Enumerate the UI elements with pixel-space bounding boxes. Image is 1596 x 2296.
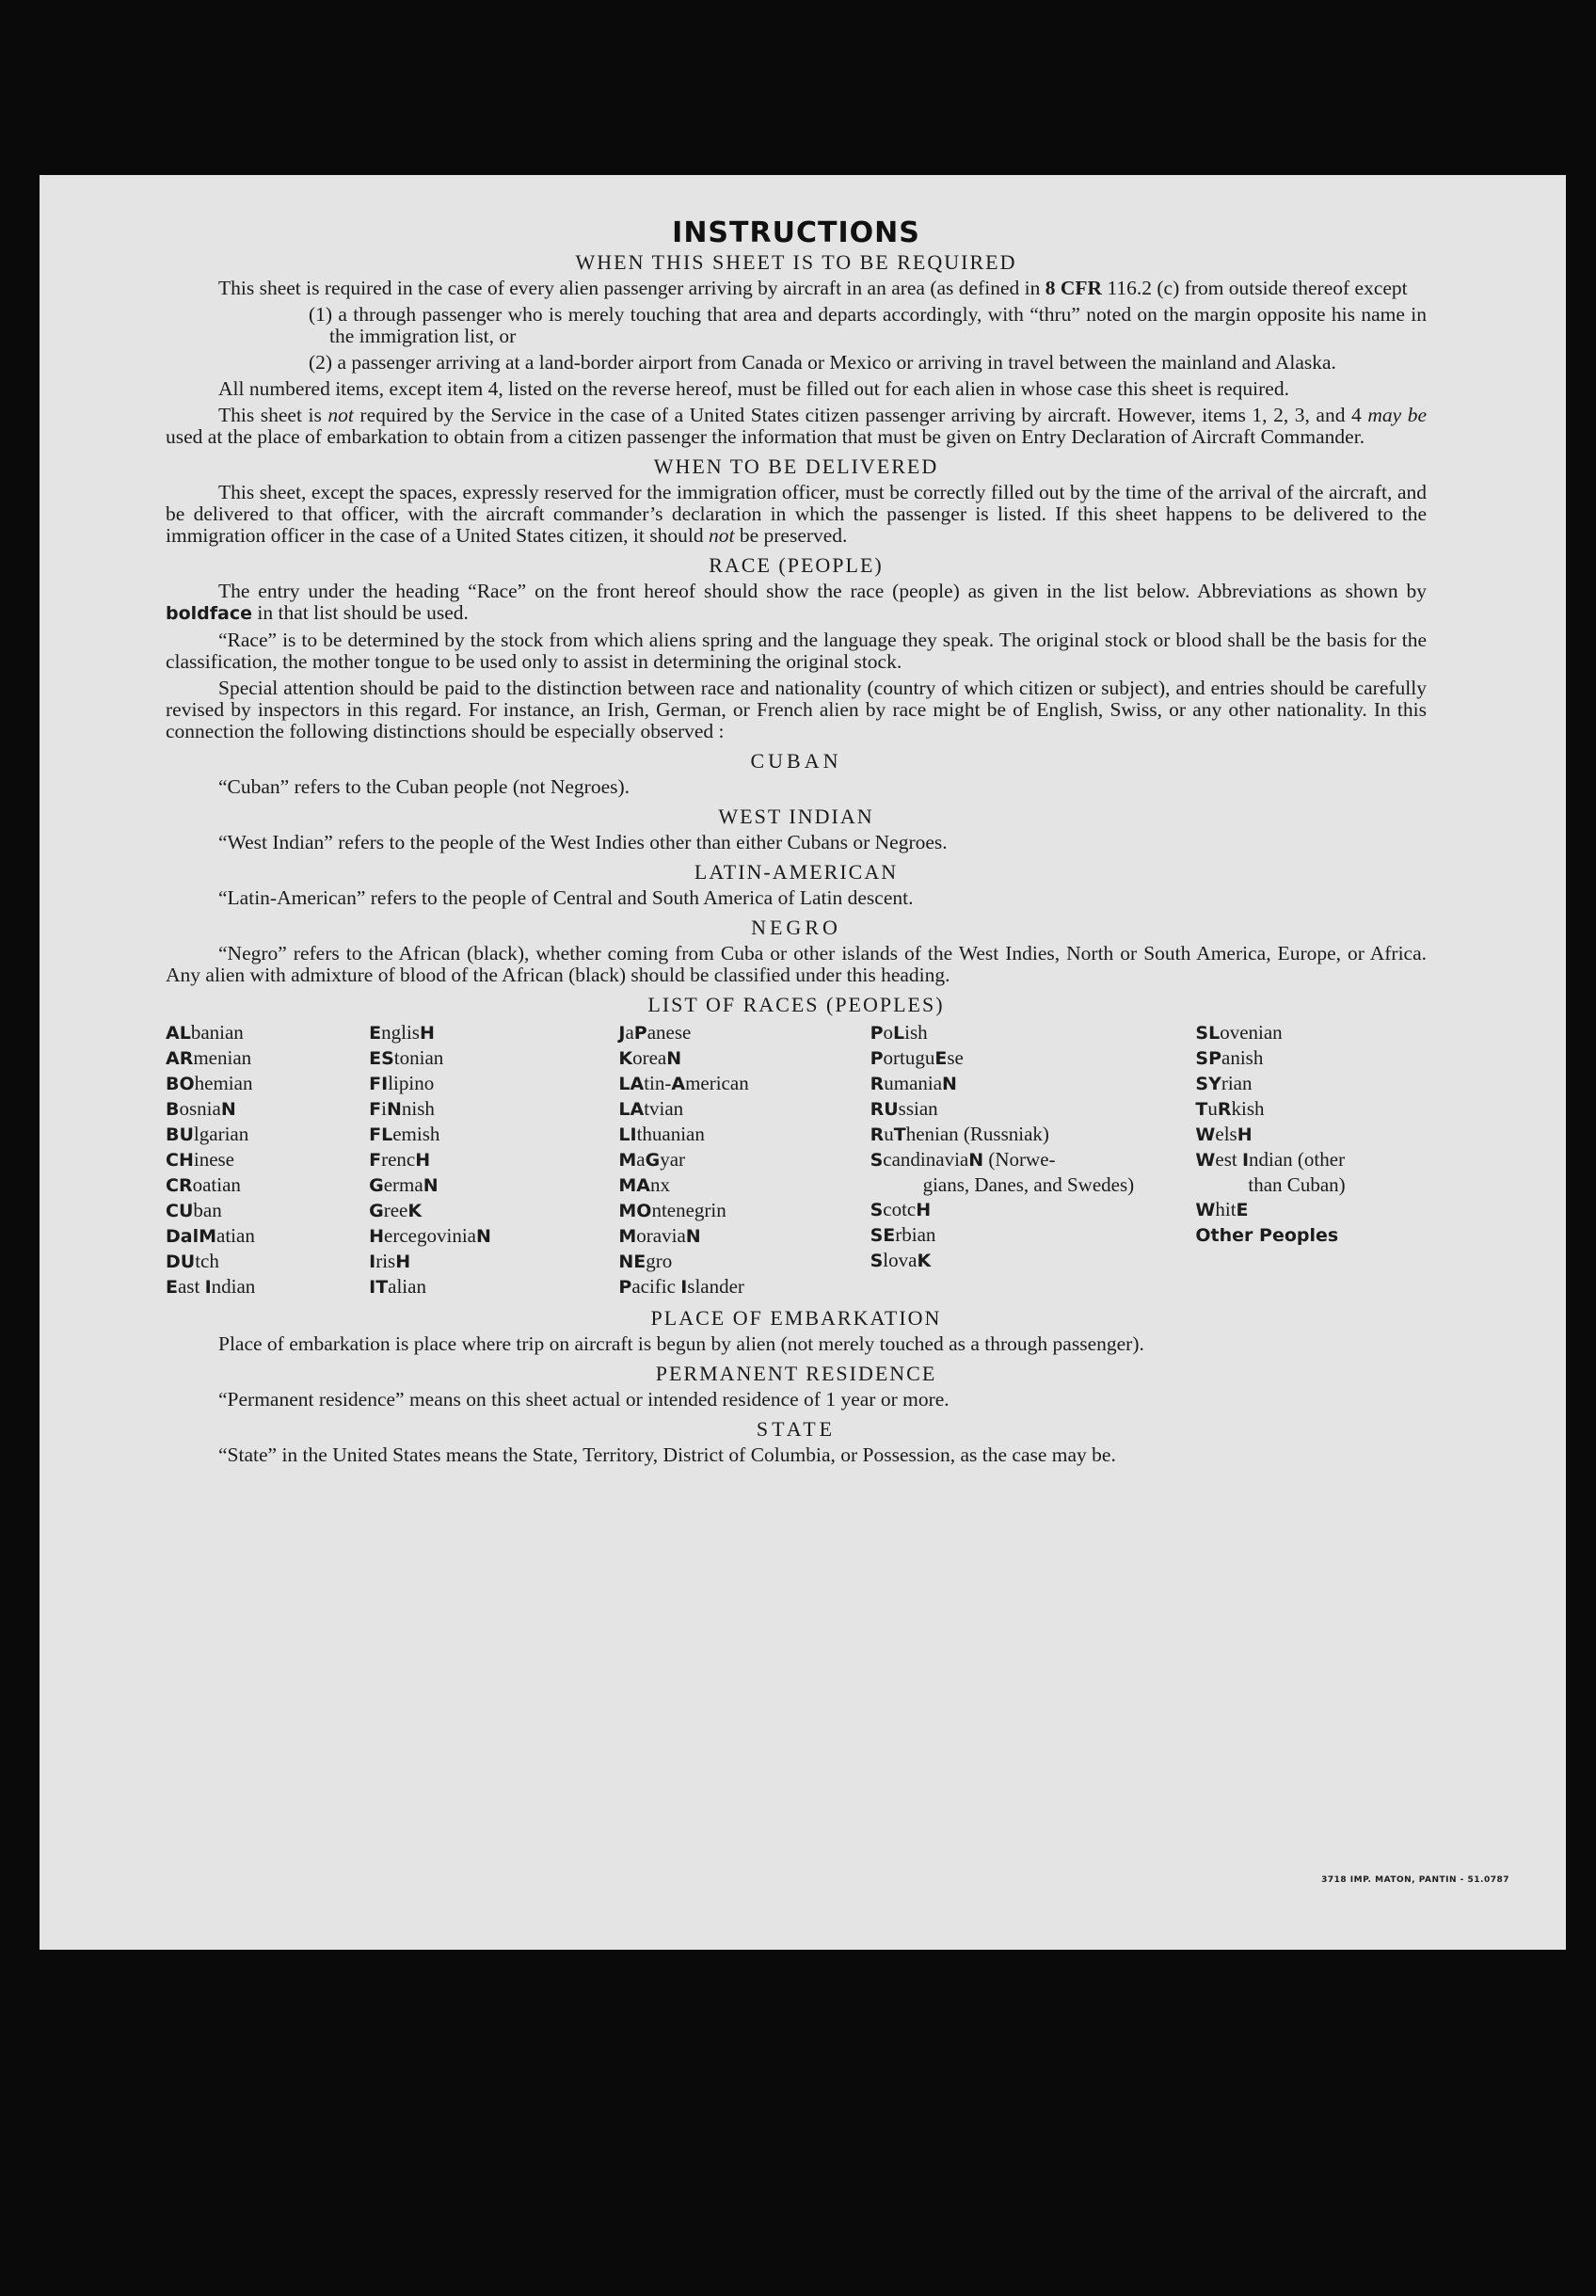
race-entry: MoraviaN [618, 1224, 701, 1247]
heading-cuban: CUBAN [750, 749, 842, 773]
paragraph: Special attention should be paid to the distinction between race and nationality (country of which citizen or subject), and entries should be carefully revised by inspectors in this regard. For instance, an Irish, German, or French alien by race might be of English, Swiss, or any other nationality. In this connection the following distinctions should be especially observed : [166, 677, 1427, 742]
race-entry: RumaniaN [870, 1072, 957, 1094]
race-entry: MaGyar [618, 1148, 686, 1171]
race-entry: CRoatian [166, 1173, 241, 1196]
paragraph: “Permanent residence” means on this sheet actual or intended residence of 1 year or more. [218, 1388, 950, 1411]
race-entry: CUban [166, 1199, 222, 1221]
heading-embarkation: PLACE OF EMBARKATION [650, 1306, 942, 1330]
race-entry: BOhemian [166, 1072, 253, 1094]
race-entry: NEgro [618, 1250, 673, 1272]
race-entry: IrisH [369, 1250, 411, 1272]
race-column-4 [870, 1020, 1196, 1299]
race-entry: CHinese [166, 1148, 235, 1171]
race-column-2 [369, 1020, 618, 1299]
race-entry: TuRkish [1195, 1097, 1265, 1120]
race-entry: SlovaK [870, 1249, 932, 1271]
race-entry: WelsH [1195, 1123, 1253, 1145]
paragraph: Place of embarkation is place where trip on aircraft is begun by alien (not merely touched as a through passenger). [218, 1332, 1144, 1355]
race-entry: SYrian [1195, 1072, 1253, 1094]
heading-latin-american: LATIN-AMERICAN [694, 860, 899, 884]
race-entry: ARmenian [166, 1046, 252, 1069]
paragraph: This sheet is required in the case of every alien passenger arriving by aircraft in an area (as defined in 8 CFR 116.2 (c) from outside thereof except [218, 277, 1408, 299]
exception-item-2: (2) a passenger arriving at a land-border airport from Canada or Mexico or arriving in travel between the mainland and Alaska. [309, 351, 1336, 374]
race-entry: MOntenegrin [618, 1199, 726, 1221]
race-entry: SPanish [1195, 1046, 1264, 1069]
race-entry: Pacific Islander [618, 1275, 744, 1298]
race-entry: SLovenian [1195, 1021, 1283, 1044]
race-entry: EStonian [369, 1046, 444, 1069]
race-entry: GreeK [369, 1199, 423, 1221]
heading-list-of-races: LIST OF RACES (PEOPLES) [647, 993, 945, 1016]
paragraph: “Cuban” refers to the Cuban people (not Negroes). [218, 775, 630, 798]
race-entry: PortuguEse [870, 1046, 964, 1069]
paragraph: “West Indian” refers to the people of the West Indies other than either Cubans or Negroes. [218, 831, 948, 853]
heading-state: STATE [756, 1417, 837, 1441]
paragraph: “State” in the United States means the State, Territory, District of Columbia, or Possession, as the case may be. [218, 1443, 1116, 1466]
race-entry: FLemish [369, 1123, 440, 1145]
heading-required: WHEN THIS SHEET IS TO BE REQUIRED [575, 250, 1017, 274]
race-entry: PoLish [870, 1021, 928, 1044]
race-entry: FiNnish [369, 1097, 435, 1120]
race-entry: FrencH [369, 1148, 431, 1171]
race-entry: HercegoviniaN [369, 1224, 491, 1247]
race-entry: DUtch [166, 1250, 219, 1272]
heading-west-indian: WEST INDIAN [718, 805, 874, 828]
paragraph: This sheet is not required by the Service in the case of a United States citizen passenger arriving by aircraft. However, items 1, 2, 3, and 4 may be used at the place of embarkation to obtain from a citizen passenger the information that must be given on Entry Declaration of Aircraft Commander. [166, 404, 1427, 448]
page-title: INSTRUCTIONS [672, 216, 920, 249]
race-column-5 [1195, 1020, 1427, 1299]
paragraph: All numbered items, except item 4, listed on the reverse hereof, must be filled out for each alien in whose case this sheet is required. [218, 377, 1289, 400]
heading-residence: PERMANENT RESIDENCE [655, 1362, 937, 1385]
paragraph: The entry under the heading “Race” on the front hereof should show the race (people) as given in the list below. Abbreviations as shown by boldface in that list should be used. [166, 580, 1427, 624]
heading-delivered: WHEN TO BE DELIVERED [653, 454, 939, 478]
race-entry: LAtin-American [618, 1072, 749, 1094]
race-entry: BosniaN [166, 1097, 236, 1120]
race-column-1 [166, 1020, 369, 1299]
race-entry: ScotcH [870, 1198, 932, 1220]
race-entry: ScandinaviaN (Norwe- gians, Danes, and Swedes) [870, 1148, 1135, 1196]
race-entry: West Indian (other than Cuban) [1195, 1148, 1346, 1196]
race-column-3 [618, 1020, 870, 1299]
race-entry: LIthuanian [618, 1123, 705, 1145]
race-entry: FIlipino [369, 1072, 435, 1094]
race-list [166, 1020, 1427, 1299]
paragraph: This sheet, except the spaces, expressly reserved for the immigration officer, must be correctly filled out by the time of the arrival of the aircraft, and be delivered to that officer, with the aircraft commander’s declaration in which the passenger is listed. If this sheet happens to be delivered to the immigration officer in the case of a United States citizen, it should not be preserved. [166, 481, 1427, 547]
paragraph: “Negro” refers to the African (black), whether coming from Cuba or other islands of the West Indies, North or South America, Europe, or Africa. Any alien with admixture of blood of the African (black) should be classified under this heading. [166, 942, 1427, 986]
race-entry: ITalian [369, 1275, 426, 1298]
race-entry: Other Peoples [1195, 1225, 1339, 1246]
instruction-sheet [40, 175, 1566, 1950]
paragraph: “Race” is to be determined by the stock from which aliens spring and the language they speak. The original stock or blood shall be the basis for the classification, the mother tongue to be used only to assist in determining the original stock. [166, 629, 1427, 673]
race-entry: BUlgarian [166, 1123, 249, 1145]
race-entry: WhitE [1195, 1198, 1249, 1220]
race-entry: RUssian [870, 1097, 938, 1120]
exception-item-1: (1) a through passenger who is merely touching that area and departs accordingly, with “thru” noted on the margin opposite his name in the immigration list, or [309, 303, 1427, 347]
race-entry: DalMatian [166, 1224, 255, 1247]
heading-race: RACE (PEOPLE) [709, 553, 884, 577]
race-entry: JaPanese [618, 1021, 692, 1044]
race-entry: LAtvian [618, 1097, 684, 1120]
race-entry: EnglisH [369, 1021, 435, 1044]
race-entry: MAnx [618, 1173, 670, 1196]
race-entry: KoreaN [618, 1046, 682, 1069]
race-entry: ALbanian [166, 1021, 244, 1044]
print-mark: 3718 IMP. MATON, PANTIN - 51.0787 [1321, 1875, 1509, 1885]
paragraph: “Latin-American” refers to the people of Central and South America of Latin descent. [218, 886, 914, 909]
race-entry: RuThenian (Russniak) [870, 1123, 1049, 1145]
race-entry: GermaN [369, 1173, 439, 1196]
race-entry: SErbian [870, 1223, 936, 1246]
heading-negro: NEGRO [751, 916, 841, 939]
race-entry: East Indian [166, 1275, 256, 1298]
